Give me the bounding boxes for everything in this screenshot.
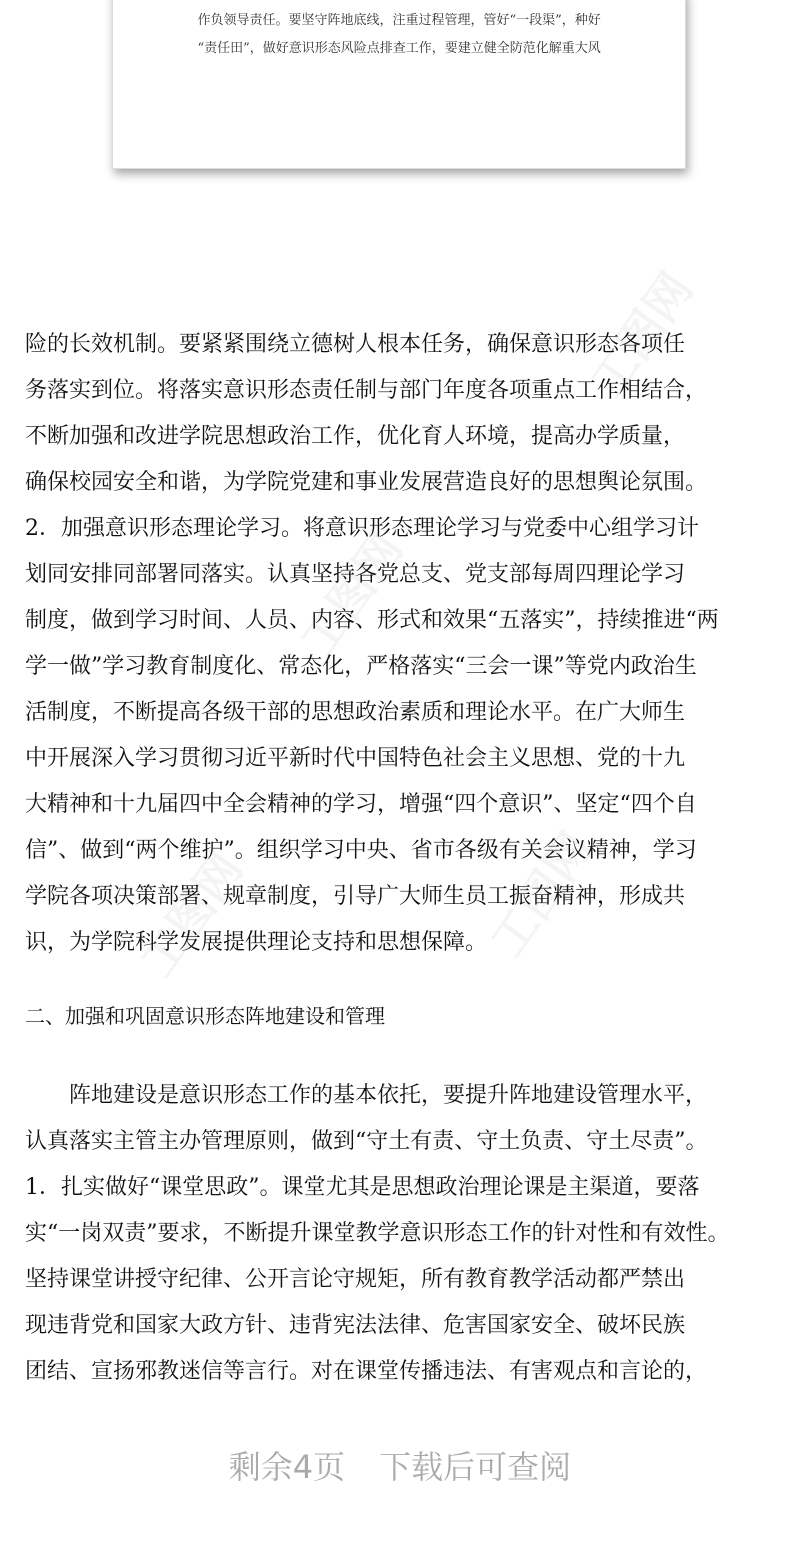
body-line: 大精神和十九届四中全会精神的学习，增强“四个意识”、坚定“四个自	[25, 792, 697, 817]
body-line: 识，为学院科学发展提供理论支持和思想保障。	[25, 930, 488, 955]
body-line: 学一做”学习教育制度化、常态化，严格落实“三会一课”等党内政治生	[25, 654, 697, 679]
body-line: 信”、做到“两个维护”。组织学习中央、省市各级有关会议精神，学习	[25, 838, 697, 863]
body-line: 坚持课堂讲授守纪律、公开言论守规矩，所有教育教学活动都严禁出	[25, 1267, 686, 1292]
body-line: 认真落实主管主办管理原则，做到“守土有责、守土负责、守土尽责”。	[25, 1129, 708, 1154]
body-line: 制度，做到学习时间、人员、内容、形式和效果“五落实”，持续推进“两	[25, 608, 719, 633]
remaining-pages-text[interactable]: 剩余4页	[228, 1448, 346, 1486]
body-line: 险的长效机制。要紧紧围绕立德树人根本任务，确保意识形态各项任	[25, 332, 686, 357]
page-preview-card	[112, 0, 686, 169]
preview-line: “责任田”，做好意识形态风险点排查工作，要建立健全防范化解重大风	[197, 41, 601, 56]
body-line: 务落实到位。将落实意识形态责任制与部门年度各项重点工作相结合，	[25, 378, 708, 403]
body-line: 团结、宣扬邪教迷信等言行。对在课堂传播违法、有害观点和言论的，	[25, 1359, 708, 1384]
body-line: 划同安排同部署同落实。认真坚持各党总支、党支部每周四理论学习	[25, 562, 686, 587]
body-line: 不断加强和改进学院思想政治工作，优化育人环境，提高办学质量，	[25, 424, 686, 449]
section-heading: 二、加强和巩固意识形态阵地建设和管理	[25, 1004, 385, 1028]
body-line: 2．加强意识形态理论学习。将意识形态理论学习与党委中心组学习计	[25, 516, 699, 541]
body-line: 实“一岗双责”要求，不断提升课堂教学意识形态工作的针对性和有效性。	[25, 1221, 730, 1246]
download-to-view-text[interactable]: 下载后可查阅	[379, 1448, 572, 1486]
download-prompt[interactable]	[0, 1442, 800, 1488]
body-line: 中开展深入学习贯彻习近平新时代中国特色社会主义思想、党的十九	[25, 746, 686, 771]
preview-line: 作负领导责任。要坚守阵地底线，注重过程管理，管好“一段渠”，种好	[197, 13, 601, 28]
body-line: 1．扎实做好“课堂思政”。课堂尤其是思想政治理论课是主渠道，要落	[25, 1175, 700, 1200]
body-line: 学院各项决策部署、规章制度，引导广大师生员工振奋精神，形成共	[25, 884, 686, 909]
body-line: 确保校园安全和谐，为学院党建和事业发展营造良好的思想舆论氛围。	[25, 470, 708, 495]
body-line: 活制度，不断提高各级干部的思想政治素质和理论水平。在广大师生	[25, 700, 686, 725]
body-line: 阵地建设是意识形态工作的基本依托，要提升阵地建设管理水平，	[25, 1083, 708, 1108]
body-line: 现违背党和国家大政方针、违背宪法法律、危害国家安全、破坏民族	[25, 1313, 686, 1338]
